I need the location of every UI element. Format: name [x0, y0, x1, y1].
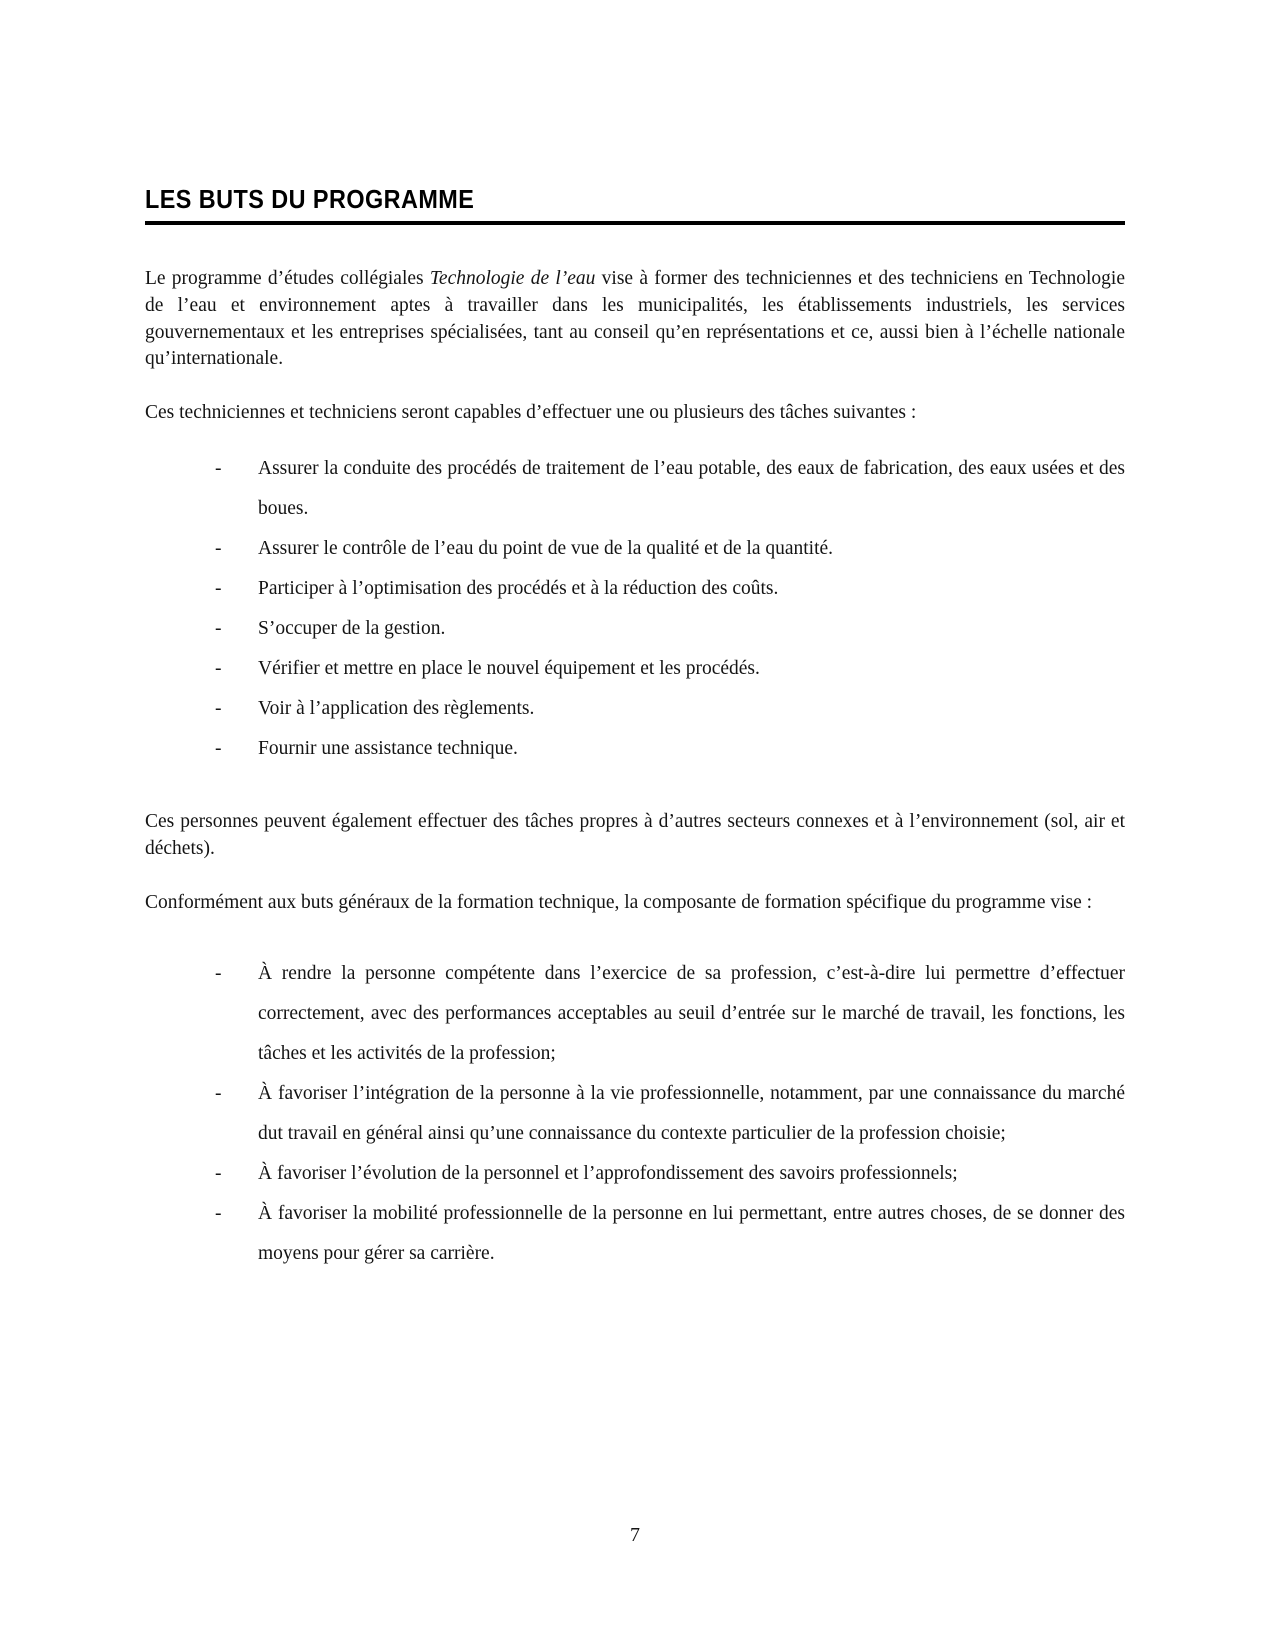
dash-bullet-icon: -	[215, 577, 222, 599]
list-item	[145, 609, 1125, 649]
goal-text: À favoriser la mobilité professionnelle de la personne en lui permettant, entre autres choses, de se donner des moyens pour gérer sa carrière.	[258, 1203, 1125, 1265]
task-text: Vérifier et mettre en place le nouvel équipement et les procédés.	[258, 657, 760, 679]
list-item	[145, 1074, 1125, 1154]
list-item	[145, 729, 1125, 769]
task-text: Assurer la conduite des procédés de traitement de l’eau potable, des eaux de fabrication, des eaux usées et des boues.	[258, 457, 1125, 519]
task-text: Assurer le contrôle de l’eau du point de vue de la qualité et de la quantité.	[258, 537, 834, 559]
intro-paragraph	[145, 266, 1125, 373]
task-text: Participer à l’optimisation des procédés et à la réduction des coûts.	[258, 577, 779, 599]
list-item	[145, 649, 1125, 689]
dash-bullet-icon: -	[215, 617, 222, 639]
page-footer	[145, 1524, 1125, 1547]
list-item	[145, 529, 1125, 569]
task-text: Fournir une assistance technique.	[258, 737, 518, 759]
goal-text: À favoriser l’intégration de la personne à la vie professionnelle, notamment, par une connaissance du marché dut travail en général ainsi qu’une connaissance du contexte particulier de la profession choisie;	[258, 1083, 1125, 1145]
title-rule	[145, 221, 1125, 225]
dash-bullet-icon: -	[215, 963, 222, 985]
section-header	[145, 0, 1125, 225]
task-text: Voir à l’application des règlements.	[258, 697, 535, 719]
dash-bullet-icon: -	[215, 1083, 222, 1105]
dash-bullet-icon: -	[215, 697, 222, 719]
tasks-list	[145, 449, 1125, 769]
goals-intro-paragraph: Conformément aux buts généraux de la formation technique, la composante de formation spécifique du programme vise :	[145, 891, 1093, 913]
list-item	[145, 689, 1125, 729]
intro-text-tail: vise à former des techniciennes et des techniciens en Technologie de l’eau et environnement aptes à travailler dans les municipalités, les établissements industriels, les services gouvernementaux et les entreprises spécialisées, tant au conseil qu’en représentations et ce, aussi bien à l’échelle nationale qu’internationale.	[145, 268, 1125, 370]
goal-text: À rendre la personne compétente dans l’exercice de sa profession, c’est-à-dire lui permettre d’effectuer correctement, avec des performances acceptables au seuil d’entrée sur le marché de travail, les fonctions, les tâches et les activités de la profession;	[258, 963, 1125, 1065]
dash-bullet-icon: -	[215, 1203, 222, 1225]
tasks-intro-paragraph: Ces techniciennes et techniciens seront capables d’effectuer une ou plusieurs des tâches suivantes :	[145, 402, 917, 424]
task-text: S’occuper de la gestion.	[258, 617, 446, 639]
goal-text: À favoriser l’évolution de la personnel et l’approfondissement des savoirs professionnels;	[258, 1163, 958, 1185]
page-number: 7	[630, 1524, 640, 1546]
goals-list	[145, 954, 1125, 1274]
dash-bullet-icon: -	[215, 657, 222, 679]
list-item	[145, 1194, 1125, 1274]
intro-text-lead: Le programme d’études collégiales	[145, 268, 430, 289]
program-name-italic: Technologie de l’eau	[429, 268, 596, 289]
dash-bullet-icon: -	[215, 1163, 222, 1185]
connexes-paragraph: Ces personnes peuvent également effectuer des tâches propres à d’autres secteurs connexes et à l’environnement (sol, air et déchets).	[145, 810, 1125, 859]
list-item	[145, 954, 1125, 1074]
list-item	[145, 569, 1125, 609]
list-item	[145, 1154, 1125, 1194]
dash-bullet-icon: -	[215, 537, 222, 559]
dash-bullet-icon: -	[215, 457, 222, 479]
dash-bullet-icon: -	[215, 737, 222, 759]
list-item	[145, 449, 1125, 529]
page-title: LES BUTS DU PROGRAMME	[145, 184, 475, 214]
